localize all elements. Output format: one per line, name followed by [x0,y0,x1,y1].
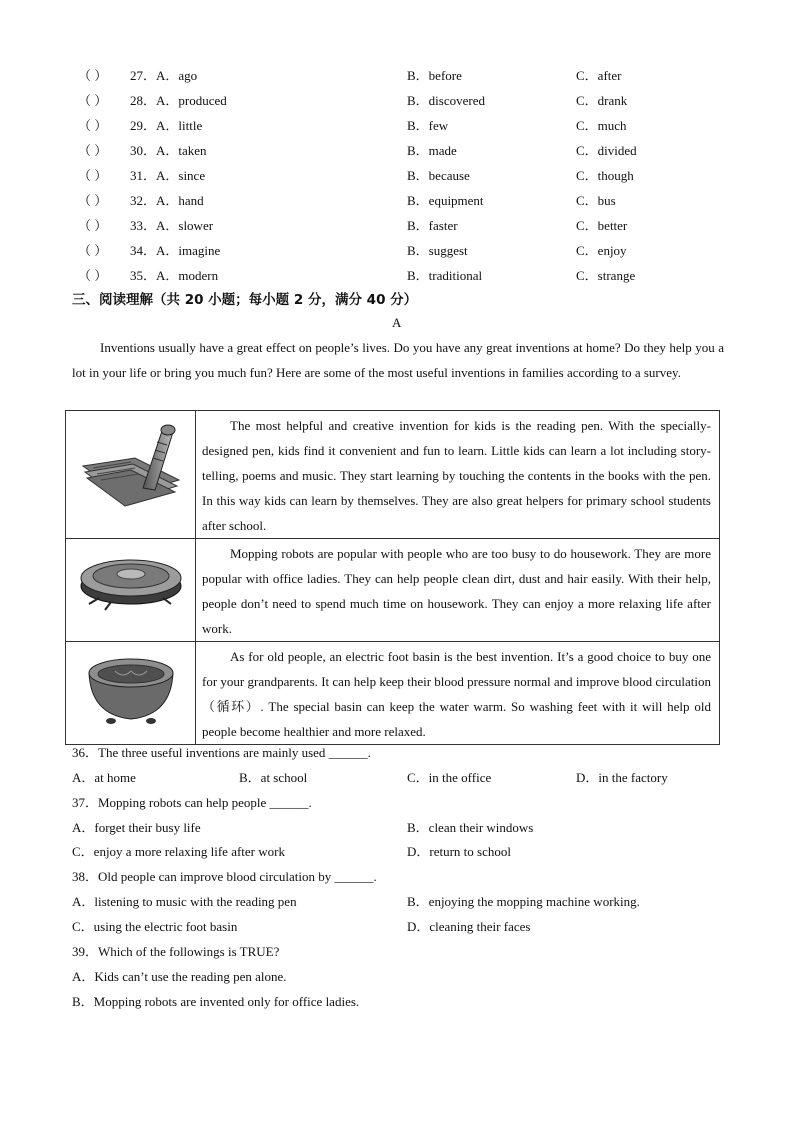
option-a: A．since [156,168,206,183]
table-row [66,642,720,745]
option-c: C．using the electric foot basin [72,919,238,934]
cloze-row [0,90,794,110]
question-number: 28． [130,93,157,108]
cloze-row [0,165,794,185]
option-a: A．forget their busy life [72,820,201,835]
question-number: 32． [130,193,157,208]
option-c: C．in the office [407,770,492,785]
question-number: 27． [130,68,157,83]
inventions-table [65,410,720,745]
option-a: A．modern [156,268,219,283]
cloze-row [0,265,794,285]
question-number: 29． [130,118,157,133]
question-number: 33． [130,218,157,233]
answer-blank: （ ） [78,168,108,183]
foot-basin-image [66,642,196,745]
option-a: A．little [156,118,203,133]
cloze-row [0,65,794,85]
intro-paragraph: Inventions usually have a great effect on people’s lives. Do you have any great inventions at home? Do they help you a lot in your life or bring you much fun? Here are some of the most useful inventions in families according to a survey. [72,340,724,380]
cloze-row [0,140,794,160]
cloze-row [0,115,794,135]
answer-blank: （ ） [78,218,108,233]
option-b: B．made [407,143,457,158]
option-b: B．faster [407,218,458,233]
option-b: B．at school [239,770,308,785]
option-a: A．produced [156,93,227,108]
option-a: A．at home [72,770,136,785]
option-c: C．drank [576,93,628,108]
question-number: 34． [130,243,157,258]
option-c: C．enjoy [576,243,627,258]
option-d: D．in the factory [576,770,668,785]
option-b: B．discovered [407,93,485,108]
question-number: 31． [130,168,157,183]
passage-label: A [392,315,402,330]
option-a: A．hand [156,193,204,208]
option-a: A．imagine [156,243,221,258]
question-number: 30． [130,143,157,158]
answer-blank: （ ） [78,243,108,258]
answer-blank: （ ） [78,268,108,283]
answer-blank: （ ） [78,118,108,133]
table-row [66,539,720,642]
option-c: C．divided [576,143,637,158]
option-c: C．strange [576,268,636,283]
question-38: 38．Old people can improve blood circulation by ______. [72,869,377,884]
option-c: C．bus [576,193,616,208]
option-b: B．because [407,168,470,183]
option-a: A．slower [156,218,214,233]
option-c: C．much [576,118,627,133]
question-number: 35． [130,268,157,283]
invention-text: Mopping robots are popular with people who are too busy to do housework. They are more popular with office ladies. They can help people clean dirt, dust and hair easily. With their help, people don’t need to spend much time on housework. They can enjoy a more relaxing life after work. [196,539,720,642]
option-c: C．enjoy a more relaxing life after work [72,844,285,859]
answer-blank: （ ） [78,93,108,108]
option-b: B．enjoying the mopping machine working. [407,894,640,909]
option-b: B．clean their windows [407,820,534,835]
question-36: 36．The three useful inventions are mainly used ______. [72,745,371,760]
option-d: D．return to school [407,844,511,859]
option-a: A．taken [156,143,207,158]
section-heading: 三、阅读理解（共 20 小题；每小题 2 分，满分 40 分） [72,292,418,308]
cloze-row [0,215,794,235]
option-b: B．Mopping robots are invented only for office ladies. [72,994,360,1009]
option-c: C．though [576,168,634,183]
table-row [66,411,720,539]
answer-blank: （ ） [78,143,108,158]
option-b: B．equipment [407,193,484,208]
option-b: B．few [407,118,449,133]
cloze-row [0,190,794,210]
answer-blank: （ ） [78,193,108,208]
invention-text: As for old people, an electric foot basin is the best invention. It’s a good choice to buy one for your grandparents. It can help keep their blood pressure normal and improve blood circulation （循环）. The special basin can keep the water warm. So washing feet with it will help old people become healthier and more relaxed. [196,642,720,745]
mopping-robot-image [66,539,196,642]
option-a: A．ago [156,68,198,83]
option-b: B．suggest [407,243,468,258]
option-a: A．listening to music with the reading pen [72,894,297,909]
invention-text: The most helpful and creative invention for kids is the reading pen. With the specially- designed pen, kids find it convenient and fun to learn. Little kids can learn a lot including story-telling, poems and music. They start learning by touching the contents in the books with the pen. In this way kids can learn by themselves. They are also great helpers for primary school students after school. [196,411,720,539]
option-d: D．cleaning their faces [407,919,531,934]
reading-pen-image [66,411,196,539]
option-b: B．before [407,68,462,83]
question-39: 39．Which of the followings is TRUE? [72,944,280,959]
cloze-row [0,240,794,260]
option-b: B．traditional [407,268,483,283]
option-c: C．after [576,68,622,83]
answer-blank: （ ） [78,68,108,83]
question-37: 37．Mopping robots can help people ______. [72,795,312,810]
option-c: C．better [576,218,628,233]
option-a: A．Kids can’t use the reading pen alone. [72,969,287,984]
